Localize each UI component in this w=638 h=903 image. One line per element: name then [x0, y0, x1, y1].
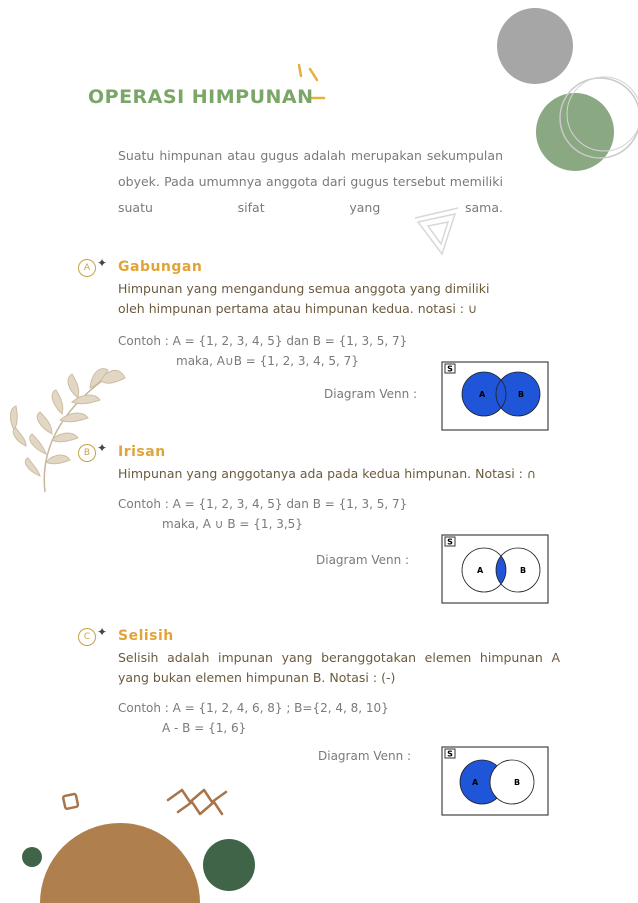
- section-a-venn-label: Diagram Venn :: [324, 387, 418, 401]
- section-b-venn-label: Diagram Venn :: [316, 553, 410, 567]
- section-b-example-line2: maka, A ∪ B = {1, 3,5}: [162, 517, 303, 531]
- venn-diagram-union: [441, 361, 549, 431]
- intro-paragraph: Suatu himpunan atau gugus adalah merupakan sekumpulan obyek. Pada umumnya anggota dari gugus tersebut memiliki suatu sifat yang sama.: [118, 148, 503, 215]
- venn-set-a-label: A: [477, 566, 484, 575]
- venn-universe-label: S: [447, 364, 453, 374]
- section-c-label: Selisih: [118, 628, 174, 644]
- page-title: OPERASI HIMPUNAN: [88, 86, 314, 108]
- section-a-definition: Himpunan yang mengandung semua anggota yang dimiliki oleh himpunan pertama atau himpunan kedua. notasi : ∪: [118, 281, 490, 316]
- section-b-definition: Himpunan yang anggotanya ada pada kedua himpunan. Notasi : ∩: [118, 466, 536, 481]
- venn-set-b-label: B: [514, 778, 521, 787]
- venn-universe-label: S: [447, 749, 453, 759]
- section-b-badge: B: [78, 444, 96, 462]
- small-square-decoration: [63, 794, 78, 809]
- brown-semicircle-decoration: [40, 823, 200, 903]
- venn-diagram-intersection: [441, 534, 549, 604]
- venn-set-b: [490, 760, 534, 804]
- section-c-example-line1: Contoh : A = {1, 2, 4, 6, 8} ; B={2, 4, 8, 10}: [118, 701, 389, 715]
- venn-universe-label: S: [447, 537, 453, 547]
- venn-set-a-label: A: [479, 390, 486, 399]
- zigzag-decoration: [168, 790, 226, 814]
- section-b-example-line1: Contoh : A = {1, 2, 3, 4, 5} dan B = {1, 3, 5, 7}: [118, 497, 408, 511]
- venn-set-b-label: B: [520, 566, 527, 575]
- sparkle-icon: ✦: [97, 256, 108, 270]
- gray-circle-decoration: [497, 8, 573, 84]
- green-circle-decoration: [536, 93, 614, 171]
- sparkle-icon: ✦: [97, 441, 108, 455]
- section-a-example-line2: maka, A∪B = {1, 2, 3, 4, 5, 7}: [176, 354, 359, 368]
- venn-set-a-label: A: [472, 778, 479, 787]
- dark-green-circle-decoration: [203, 839, 255, 891]
- leaf-branch-decoration: [10, 369, 125, 492]
- section-c-venn-label: Diagram Venn :: [318, 749, 412, 763]
- section-c-definition: Selisih adalah impunan yang beranggotakan elemen himpunan A yang bukan elemen himpunan B. Notasi : (-): [118, 650, 560, 685]
- small-green-dot-decoration: [22, 847, 42, 867]
- venn-set-b-label: B: [518, 390, 525, 399]
- section-a-example-line1: Contoh : A = {1, 2, 3, 4, 5} dan B = {1, 3, 5, 7}: [118, 334, 408, 348]
- venn-diagram-difference: [441, 746, 549, 816]
- section-a-label: Gabungan: [118, 259, 203, 275]
- section-b-label: Irisan: [118, 444, 166, 460]
- section-a-badge: A: [78, 259, 96, 277]
- section-c-badge: C: [78, 628, 96, 646]
- sparkle-icon: ✦: [97, 625, 108, 639]
- section-c-example-line2: A - B = {1, 6}: [162, 721, 247, 735]
